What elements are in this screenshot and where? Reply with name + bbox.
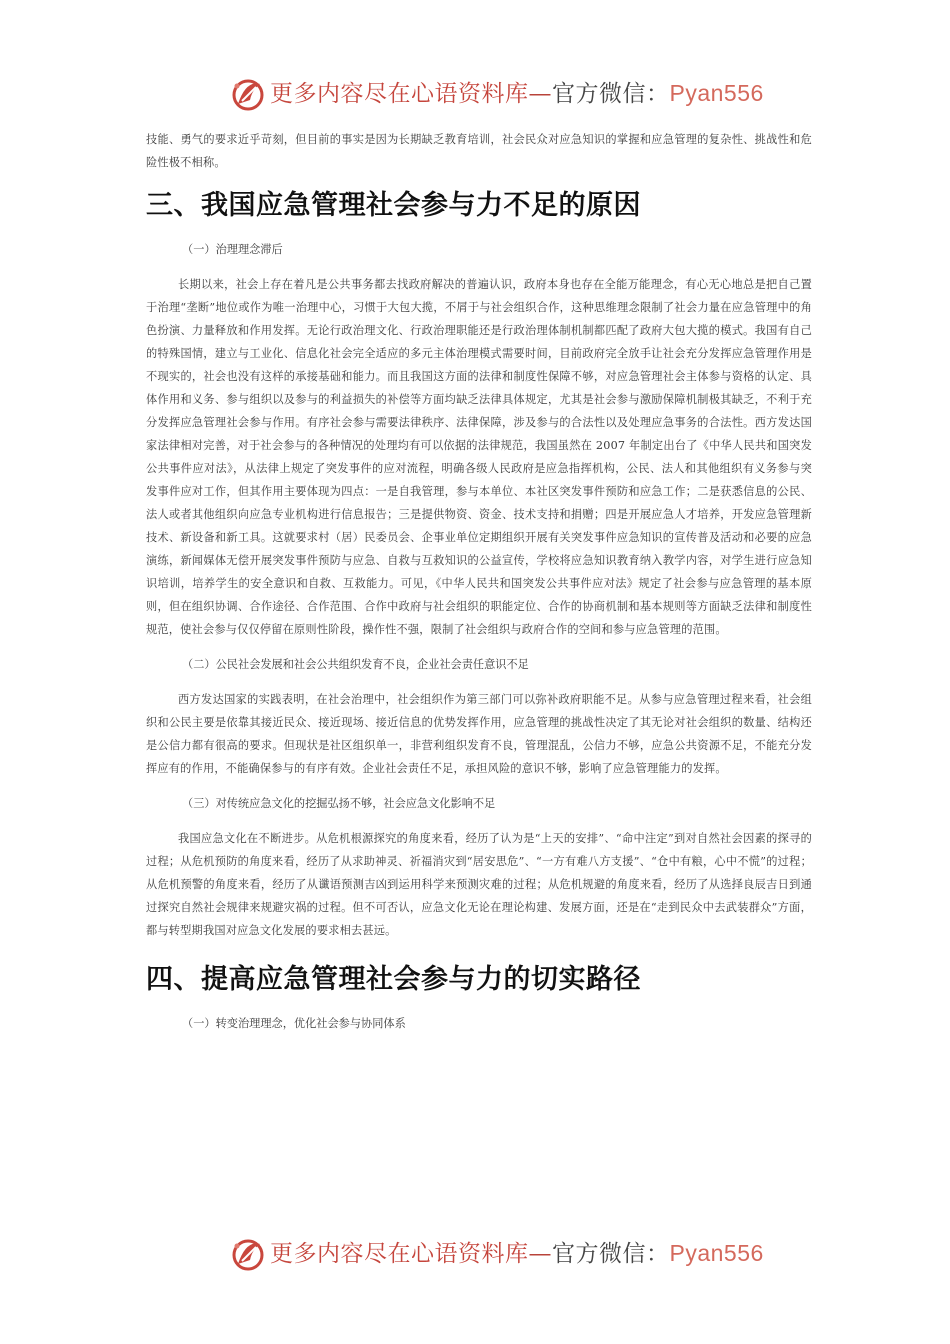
watermark-handle: Pyan556: [669, 1240, 764, 1266]
section-3-sub-1-title: （一）治理理念滞后: [182, 243, 283, 256]
section-4-heading: 四、提高应急管理社会参与力的切实路径: [146, 964, 641, 995]
section-3-sub-3-paragraph: 我国应急文化在不断进步。从危机根源探究的角度来看，经历了认为是“上天的安排”、“命中注定”到对自然社会因素的探寻的过程；从危机预防的角度来看，经历了从求助神灵、祈福消灾到“居安思危”、“一方有难八方支援”、“仓中有粮，心中不慌”的过程；从危机预警的角度来看，经历了从谶语预测吉凶到运用科学来预测灾难的过程；从危机规避的角度来看，经历了从选择良辰吉日到通过探究自然社会规律来规避灾祸的过程。但不可否认，应急文化无论在理论构建、发展方面，还是在“走到民众中去武装群众”方面，都与转型期我国对应急文化发展的要求相去甚远。: [146, 832, 812, 937]
watermark-brand: 更多内容尽在心语资料库: [270, 1241, 529, 1267]
watermark-banner-top: [0, 72, 950, 116]
section-3-heading: 三、我国应急管理社会参与力不足的原因: [146, 190, 641, 221]
watermark-banner-bottom: [0, 1232, 950, 1276]
brand-logo-icon: [228, 1234, 268, 1274]
watermark-wechat-label: 官方微信：: [552, 1241, 670, 1267]
watermark-text: [270, 77, 764, 110]
document-body: [146, 128, 812, 1035]
watermark-dash: —: [528, 81, 552, 107]
intro-continuation-paragraph: 技能、勇气的要求近乎苛刻，但目前的事实是因为长期缺乏教育培训，社会民众对应急知识的掌握和应急管理的复杂性、挑战性和危险性极不相称。: [146, 133, 812, 169]
watermark-text: [270, 1237, 764, 1270]
section-3-sub-3-title: （三）对传统应急文化的挖掘弘扬不够，社会应急文化影响不足: [182, 797, 496, 810]
watermark-handle: Pyan556: [669, 80, 764, 106]
section-3-sub-2-paragraph: 西方发达国家的实践表明，在社会治理中，社会组织作为第三部门可以弥补政府职能不足。从参与应急管理过程来看，社会组织和公民主要是依靠其接近民众、接近现场、接近信息的优势发挥作用，应急管理的挑战性决定了其无论对社会组织的数量、结构还是公信力都有很高的要求。但现状是社区组织单一，非营利组织发育不良，管理混乱，公信力不够，应急公共资源不足，不能充分发挥应有的作用，不能确保参与的有序有效。企业社会责任不足，承担风险的意识不够，影响了应急管理能力的发挥。: [146, 693, 812, 775]
watermark-dash: —: [528, 1241, 552, 1267]
section-3-sub-1-paragraph: 长期以来，社会上存在着凡是公共事务都去找政府解决的普遍认识，政府本身也存在全能万能理念，有心无心地总是把自己置于治理“垄断”地位或作为唯一治理中心，习惯于大包大揽，不屑于与社会组织合作，这种思维理念限制了社会力量在应急管理中的角色扮演、力量释放和作用发挥。无论行政治理文化、行政治理职能还是行政治理体制机制都匹配了政府大包大揽的模式。我国有自己的特殊国情，建立与工业化、信息化社会完全适应的多元主体治理模式需要时间，目前政府完全放手让社会充分发挥应急管理作用是不现实的，社会也没有这样的承接基础和能力。而且我国这方面的法律和制度性保障不够，对应急管理社会主体参与资格的认定、具体作用和义务、参与组织以及参与的利益损失的补偿等方面均缺乏法律具体规定，尤其是社会参与激励保障机制极其缺乏，不利于充分发挥应急管理社会参与作用。有序社会参与需要法律秩序、法律保障，涉及参与的合法性以及处理应急事务的合法性。西方发达国家法律相对完善，对于社会参与的各种情况的处理均有可以依据的法律规范，我国虽然在 2007 年制定出台了《中华人民共和国突发公共事件应对法》，从法律上规定了突发事件的应对流程，明确各级人民政府是应急指挥机构，公民、法人和其他组织有义务参与突发事件应对工作，但其作用主要体现为四点：一是自我管理，参与本单位、本社区突发事件预防和应急工作；二是获悉信息的公民、法人或者其他组织向应急专业机构进行信息报告；三是提供物资、资金、技术支持和捐赠；四是开展应急人才培养，开发应急管理新技术、新设备和新工具。这就要求村（居）民委员会、企事业单位定期组织开展有关突发事件应急知识的宣传普及活动和必要的应急演练，新闻媒体无偿开展突发事件预防与应急、自救与互救知识的公益宣传，学校将应急知识教育纳入教学内容，对学生进行应急知识培训，培养学生的安全意识和自救、互救能力。可见，《中华人民共和国突发公共事件应对法》规定了社会参与应急管理的基本原则，但在组织协调、合作途径、合作范围、合作中政府与社会组织的职能定位、合作的协商机制和基本规则等方面缺乏法律和制度性规范，使社会参与仅仅停留在原则性阶段，操作性不强，限制了社会组织与政府合作的空间和参与应急管理的范围。: [146, 278, 812, 636]
watermark-wechat-label: 官方微信：: [552, 81, 670, 107]
section-3-sub-2-title: （二）公民社会发展和社会公共组织发育不良，企业社会责任意识不足: [182, 658, 529, 671]
brand-logo-icon: [228, 74, 268, 114]
section-4-sub-1-title: （一）转变治理理念，优化社会参与协同体系: [182, 1017, 406, 1030]
watermark-brand: 更多内容尽在心语资料库: [270, 81, 529, 107]
